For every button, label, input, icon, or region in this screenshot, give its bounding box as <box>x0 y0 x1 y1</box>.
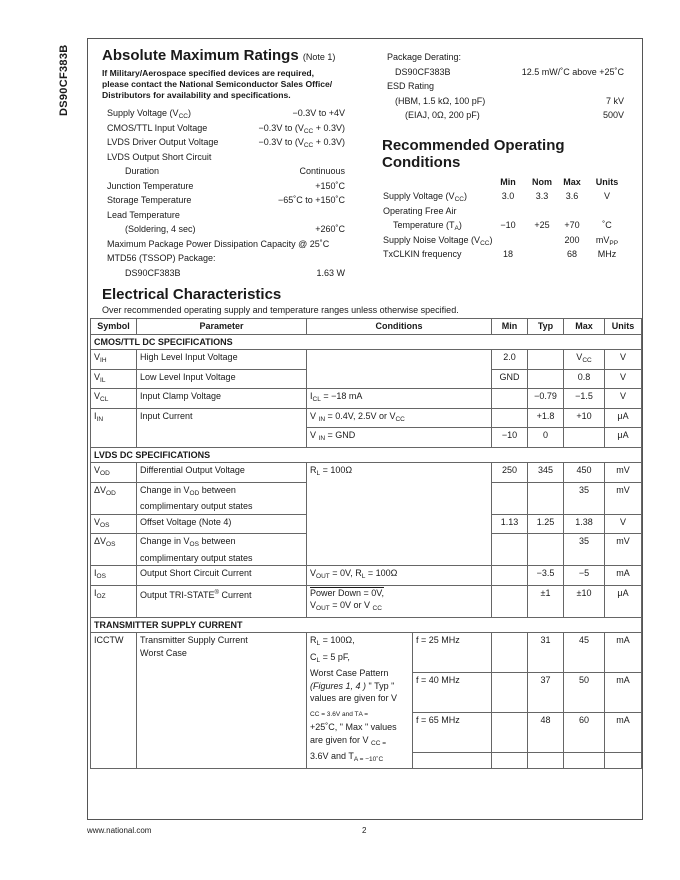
typ-vcl: −0.79 <box>528 389 564 409</box>
roc-units <box>589 191 625 201</box>
derating-label: (HBM, 1.5 kΩ, 100 pF) <box>395 95 486 106</box>
derating-label: Package Derating: <box>387 52 462 62</box>
roc-units-text: mV <box>595 234 610 245</box>
derating-label: DS90CF383B <box>395 66 451 77</box>
roc-max-text: +70 <box>564 220 580 230</box>
roc-param-end: ) <box>489 234 493 245</box>
typ-icc-25: 31 <box>528 633 564 673</box>
th-parameter: Parameter <box>137 319 307 335</box>
table-row <box>91 633 642 673</box>
absmax-value <box>316 268 345 278</box>
roc-row <box>383 206 633 221</box>
absmax-title: Absolute Maximum Ratings (Note 1) <box>102 47 336 64</box>
min-ioz <box>492 585 528 617</box>
roc-param-text: Supply Voltage (V <box>383 191 455 201</box>
roc-param <box>383 206 457 216</box>
section-lvds: LVDS DC SPECIFICATIONS <box>91 447 642 463</box>
roc-min <box>490 220 526 230</box>
roc-param-end: ) <box>458 220 462 230</box>
absmax-row <box>107 137 345 152</box>
absmax-label-text: Maximum Package Power Dissipation Capacity @ 25˚C <box>107 238 330 249</box>
table-row <box>91 408 642 428</box>
sym-ios: $I_{OS}$ <box>91 566 137 586</box>
roc-max <box>554 191 590 201</box>
absmax-value-end: + 0.3V) <box>313 137 345 147</box>
absmax-value-text: −0.3V to +4V <box>292 108 345 118</box>
param-dvos: Change in $V_{OS}$ between complimentary output states <box>137 534 307 566</box>
param-icctw: Transmitter Supply Current Worst Case <box>137 633 307 769</box>
absmax-value-text: −0.3V to (V <box>258 137 304 147</box>
param-dvod: Change in $V_{OD}$ between complimentary output states <box>137 482 307 514</box>
roc-header-nom: Nom <box>532 177 552 187</box>
footer-url[interactable]: www.national.com <box>87 826 152 835</box>
units-vcl: V <box>605 389 642 409</box>
table-row <box>91 350 642 370</box>
ec-subtitle: Over recommended operating supply and temperature ranges unless otherwise specified. <box>102 305 459 315</box>
roc-max <box>554 220 590 230</box>
roc-header-min: Min <box>500 177 516 187</box>
absmax-label-text: MTD56 (TSSOP) Package: <box>107 253 216 263</box>
absmax-value-text: 1.63 W <box>316 267 345 278</box>
derating-list <box>387 52 624 125</box>
param-vos: Offset Voltage (Note 4) <box>137 514 307 534</box>
absmax-row <box>107 123 345 138</box>
roc-title: Recommended Operating Conditions <box>382 137 565 171</box>
sym-vih: $V_{IH}$ <box>91 350 137 370</box>
derating-row <box>387 81 624 96</box>
param-iin: Input Current <box>137 408 307 447</box>
th-typ: Typ <box>528 319 564 335</box>
derating-row <box>387 110 624 125</box>
roc-max-text: 200 <box>564 234 580 245</box>
param-ios: Output Short Circuit Current <box>137 566 307 586</box>
absmax-value-text: Continuous <box>299 166 345 176</box>
roc-param-sub: CC <box>480 239 490 247</box>
absmax-label-end: ) <box>187 108 191 118</box>
electrical-characteristics-table <box>90 318 642 769</box>
units-ioz: μA <box>605 585 642 617</box>
freq-40: f = 40 MHz <box>413 673 492 713</box>
min-ios <box>492 566 528 586</box>
absmax-row <box>107 224 345 239</box>
absmax-label-sub: CC <box>178 113 188 120</box>
units-iin-1: μA <box>605 408 642 428</box>
min-vcl <box>492 389 528 409</box>
min-icc-25 <box>492 633 528 673</box>
typ-iin-1: +1.8 <box>528 408 564 428</box>
roc-units <box>589 249 625 259</box>
roc-param-end: ) <box>463 191 467 201</box>
absmax-value <box>259 123 345 135</box>
max-ios: −5 <box>564 566 605 586</box>
units-blank <box>605 753 642 769</box>
absmax-label-text: DS90CF383B <box>125 267 181 278</box>
roc-param-text: Temperature (T <box>393 220 455 230</box>
roc-units-text: V <box>603 191 610 201</box>
roc-row <box>383 191 633 206</box>
derating-label: ESD Rating <box>387 81 435 91</box>
max-vcl: −1.5 <box>564 389 605 409</box>
absmax-row <box>107 239 345 254</box>
roc-header-row <box>383 177 633 191</box>
absmax-row <box>107 268 345 283</box>
freq-25: f = 25 MHz <box>413 633 492 673</box>
sym-vil: $V_{IL}$ <box>91 369 137 389</box>
absmax-value-end: + 0.3V) <box>313 122 345 133</box>
param-vcl: Input Clamp Voltage <box>137 389 307 409</box>
min-iin-2: −10 <box>492 428 528 448</box>
absmax-label <box>107 239 329 249</box>
cond-ios: $V_{OUT} = 0V$, $R_L = 100\Omega$ <box>307 566 492 586</box>
typ-dvos <box>528 534 564 566</box>
typ-vos: 1.25 <box>528 514 564 534</box>
max-vih: $V_{CC}$ <box>564 350 605 370</box>
roc-param-text: TxCLKIN frequency <box>383 249 462 259</box>
param-vil: Low Level Input Voltage <box>137 369 307 389</box>
roc-param <box>383 191 467 203</box>
absmax-label <box>107 181 193 191</box>
absmax-row <box>107 108 345 123</box>
roc-max <box>554 235 590 245</box>
typ-blank <box>528 753 564 769</box>
sym-ioz: $I_{OZ}$ <box>91 585 137 617</box>
param-vod: Differential Output Voltage <box>137 463 307 483</box>
max-icc-40: 50 <box>564 673 605 713</box>
absmax-row <box>107 210 345 225</box>
max-iin-1: +10 <box>564 408 605 428</box>
derating-value: 500V <box>602 110 624 120</box>
max-vil: 0.8 <box>564 369 605 389</box>
typ-vil <box>528 369 564 389</box>
absmax-value-text: −0.3V to (V <box>258 122 304 133</box>
param-ioz: Output TRI-STATE® Current <box>137 585 307 617</box>
roc-row <box>383 235 633 250</box>
absmax-value <box>259 137 345 149</box>
section-tx: TRANSMITTER SUPPLY CURRENT <box>91 617 642 633</box>
freq-blank <box>413 753 492 769</box>
derating-row <box>387 67 624 82</box>
roc-min <box>490 249 526 259</box>
absmax-value-text: +150˚C <box>315 180 345 191</box>
roc-units <box>589 220 625 230</box>
absmax-label-text: (Soldering, 4 sec) <box>125 224 196 234</box>
absmax-label <box>107 123 207 133</box>
derating-label: (EIAJ, 0Ω, 200 pF) <box>405 110 480 120</box>
section-row <box>91 334 642 350</box>
param-vih: High Level Input Voltage <box>137 350 307 370</box>
roc-param <box>393 220 462 232</box>
section-row <box>91 617 642 633</box>
absmax-label-text: Storage Temperature <box>107 195 192 205</box>
absmax-label <box>107 253 216 263</box>
absmax-label <box>107 108 191 120</box>
th-conditions: Conditions <box>307 319 492 335</box>
th-units: Units <box>605 319 642 335</box>
roc-row <box>383 220 633 235</box>
roc-min-text: 18 <box>502 249 513 259</box>
absmax-value <box>315 181 345 191</box>
roc-min-text: 3.0 <box>501 191 515 201</box>
units-dvos: mV <box>605 534 642 566</box>
typ-ioz: ±1 <box>528 585 564 617</box>
sym-vod: $V_{OD}$ <box>91 463 137 483</box>
max-vos: 1.38 <box>564 514 605 534</box>
roc-table <box>383 177 633 264</box>
absmax-value <box>315 224 345 234</box>
cond-iin-2: V $_{IN}$ = GND <box>307 428 492 448</box>
min-vod: 250 <box>492 463 528 483</box>
roc-param-text: Operating Free Air <box>383 205 457 216</box>
max-icc-65: 60 <box>564 713 605 753</box>
sym-dvod: $\Delta V_{OD}$ <box>91 482 137 514</box>
absmax-row <box>107 181 345 196</box>
table-header-row <box>91 319 642 335</box>
absmax-label <box>125 224 196 234</box>
units-icc-40: mA <box>605 673 642 713</box>
table-row <box>91 389 642 409</box>
absmax-intro: If Military/Aerospace specified devices are required, please contact the National Semiconductor Sales Office/ Distributors for availability and specifications. <box>102 68 333 100</box>
roc-row <box>383 249 633 264</box>
section-row <box>91 447 642 463</box>
roc-header-units: Units <box>595 177 619 187</box>
absmax-label <box>107 195 191 205</box>
roc-param-text: Supply Noise Voltage (V <box>383 234 481 245</box>
roc-param-sub: CC <box>454 196 464 203</box>
absmax-label <box>125 166 159 176</box>
sym-dvos: $\Delta V_{OS}$ <box>91 534 137 566</box>
table-row <box>91 566 642 586</box>
absmax-row <box>107 253 345 268</box>
units-vih: V <box>605 350 642 370</box>
min-vil: GND <box>492 369 528 389</box>
table-row <box>91 585 642 617</box>
units-vod: mV <box>605 463 642 483</box>
absmax-label <box>107 137 218 147</box>
absmax-value-sub: CC <box>303 127 314 135</box>
roc-nom-text: 3.3 <box>535 191 549 201</box>
cond-vcl: $I_{CL} = -18$ mA <box>307 389 492 409</box>
derating-row <box>387 52 624 67</box>
units-vil: V <box>605 369 642 389</box>
min-icc-40 <box>492 673 528 713</box>
min-dvos <box>492 534 528 566</box>
roc-units-text: ˚C <box>602 220 612 230</box>
roc-header-max: Max <box>563 177 581 187</box>
max-blank <box>564 753 605 769</box>
absmax-row <box>107 195 345 210</box>
side-part-number: DS90CF383B <box>58 44 70 116</box>
absmax-label-text: CMOS/TTL Input Voltage <box>107 122 208 133</box>
min-blank <box>492 753 528 769</box>
sym-icctw: ICCTW <box>91 633 137 769</box>
absmax-label-text: Junction Temperature <box>107 180 194 191</box>
absmax-label <box>107 210 180 220</box>
units-iin-2: μA <box>605 428 642 448</box>
roc-nom-text: +25 <box>534 220 550 230</box>
ec-title: Electrical Characteristics <box>102 286 282 303</box>
sym-iin: $I_{IN}$ <box>91 408 137 447</box>
max-dvod: 35 <box>564 482 605 514</box>
typ-iin-2: 0 <box>528 428 564 448</box>
absmax-row <box>107 152 345 167</box>
typ-icc-40: 37 <box>528 673 564 713</box>
absmax-label <box>107 152 211 162</box>
max-dvos: 35 <box>564 534 605 566</box>
absmax-value-text: +260˚C <box>315 224 345 234</box>
roc-units <box>589 235 625 247</box>
typ-icc-65: 48 <box>528 713 564 753</box>
units-icc-25: mA <box>605 633 642 673</box>
absmax-row <box>107 166 345 181</box>
freq-65: f = 65 MHz <box>413 713 492 753</box>
sym-vcl: $V_{CL}$ <box>91 389 137 409</box>
absmax-value <box>278 195 345 205</box>
min-vih: 2.0 <box>492 350 528 370</box>
roc-param-sub: A <box>454 225 459 232</box>
typ-dvod <box>528 482 564 514</box>
th-symbol: Symbol <box>91 319 137 335</box>
min-icc-65 <box>492 713 528 753</box>
max-iin-2 <box>564 428 605 448</box>
min-vos: 1.13 <box>492 514 528 534</box>
typ-vod: 345 <box>528 463 564 483</box>
roc-units-sub: PP <box>609 239 619 247</box>
derating-value: 12.5 mW/˚C above +25˚C <box>521 66 624 77</box>
absmax-value-text: −65˚C to +150˚C <box>277 195 345 205</box>
absmax-label-text: LVDS Driver Output Voltage <box>107 137 219 147</box>
roc-units-text: MHz <box>597 249 617 259</box>
roc-max-text: 68 <box>566 249 577 259</box>
roc-max-text: 3.6 <box>565 191 579 201</box>
typ-ios: −3.5 <box>528 566 564 586</box>
th-max: Max <box>564 319 605 335</box>
absmax-value <box>299 166 345 176</box>
cond-vod: $R_L = 100\Omega$ <box>307 463 492 566</box>
units-ios: mA <box>605 566 642 586</box>
cond-ioz: Power Down = 0V, $V_{OUT} = 0V$ or V $_{CC}$ <box>307 585 492 617</box>
roc-max <box>554 249 590 259</box>
roc-min-text: −10 <box>500 220 516 230</box>
absmax-label-text: Supply Voltage (V <box>107 108 179 118</box>
roc-min <box>490 191 526 201</box>
units-dvod: mV <box>605 482 642 514</box>
absmax-label-text: LVDS Output Short Circuit <box>107 151 212 162</box>
absmax-label-text: Duration <box>125 166 160 176</box>
cond-vih-vil <box>307 350 492 389</box>
max-icc-25: 45 <box>564 633 605 673</box>
th-min: Min <box>492 319 528 335</box>
min-dvod <box>492 482 528 514</box>
max-ioz: ±10 <box>564 585 605 617</box>
section-cmos: CMOS/TTL DC SPECIFICATIONS <box>91 334 642 350</box>
page-number: 2 <box>362 826 367 835</box>
absmax-label-text: Lead Temperature <box>107 209 180 220</box>
typ-vih <box>528 350 564 370</box>
absmax-list <box>107 108 345 282</box>
units-vos: V <box>605 514 642 534</box>
absmax-value <box>292 108 345 118</box>
min-iin-1 <box>492 408 528 428</box>
sym-vos: $V_{OS}$ <box>91 514 137 534</box>
absmax-label <box>125 268 181 278</box>
cond-icctw: $R_L = 100\Omega$, $C_L = 5$ pF, Worst Case Pattern (Figures 1, 4 ) " Typ " values are given for V $_{CC = 3.6V and TA =}$ +25˚C, " Max " values are given for V $_{CC =}$ 3.6V and $T_{A = -10˚C}$ <box>307 633 413 769</box>
roc-param <box>383 249 462 259</box>
derating-value: 7 kV <box>605 95 624 106</box>
table-row <box>91 463 642 483</box>
cond-iin-1: V $_{IN}$ = 0.4V, 2.5V or $V_{CC}$ <box>307 408 492 428</box>
max-vod: 450 <box>564 463 605 483</box>
absmax-value-sub: CC <box>303 142 314 149</box>
roc-param <box>383 235 492 247</box>
derating-row <box>387 96 624 111</box>
units-icc-65: mA <box>605 713 642 753</box>
